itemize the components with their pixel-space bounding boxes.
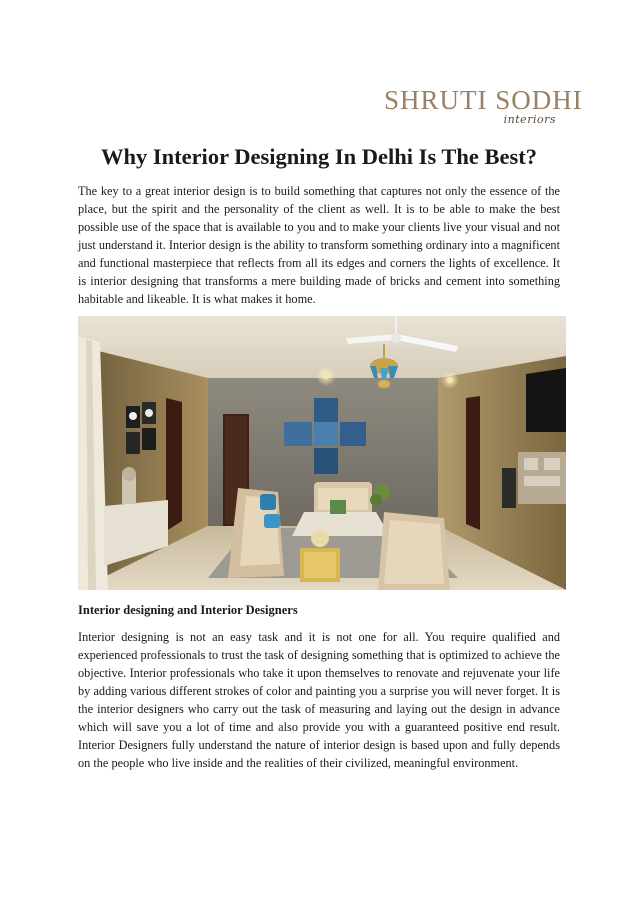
living-room-photo bbox=[78, 316, 566, 590]
brand-logo bbox=[384, 83, 583, 133]
section-paragraph: Interior designing is not an easy task and it is not one for all. You require qualified and experienced professionals to trust the task of designing something that is optimized to achieve the objective. Interior professionals who take it upon themselves to renovate and rejuvenate your life by adding various different strokes of color and painting you a surprise you will never forget. It is the interior designers who carry out the task of measuring and laying out the design in advance which will save you a lot of time and also provide you with a guaranteed positive end result. Interior Designers fully understand the nature of interior design is based upon and fully depends on the people who live inside and the realities of their civilized, meaningful environment. bbox=[78, 630, 560, 770]
logo-subtitle: interiors bbox=[503, 113, 556, 126]
section-heading: Interior designing and Interior Designers bbox=[78, 603, 298, 617]
page-title: Why Interior Designing In Delhi Is The Best? bbox=[100, 144, 538, 169]
intro-paragraph: The key to a great interior design is to build something that captures not only the essence of the place, but the spirit and the personality of the client as well. It is to be able to make the best possible use of the space that is available to you and to make your clients live your visual and not just understand it. Interior design is the ability to transform something ordinary into a magnificent and functional masterpiece that reflects from all its edges and corners the lights of excellence. It is interior designing that transforms a mere building made of bricks and cement into something habitable and likeable. It is what makes it home. bbox=[78, 184, 560, 306]
logo-name: SHRUTI SODHI bbox=[384, 85, 583, 115]
